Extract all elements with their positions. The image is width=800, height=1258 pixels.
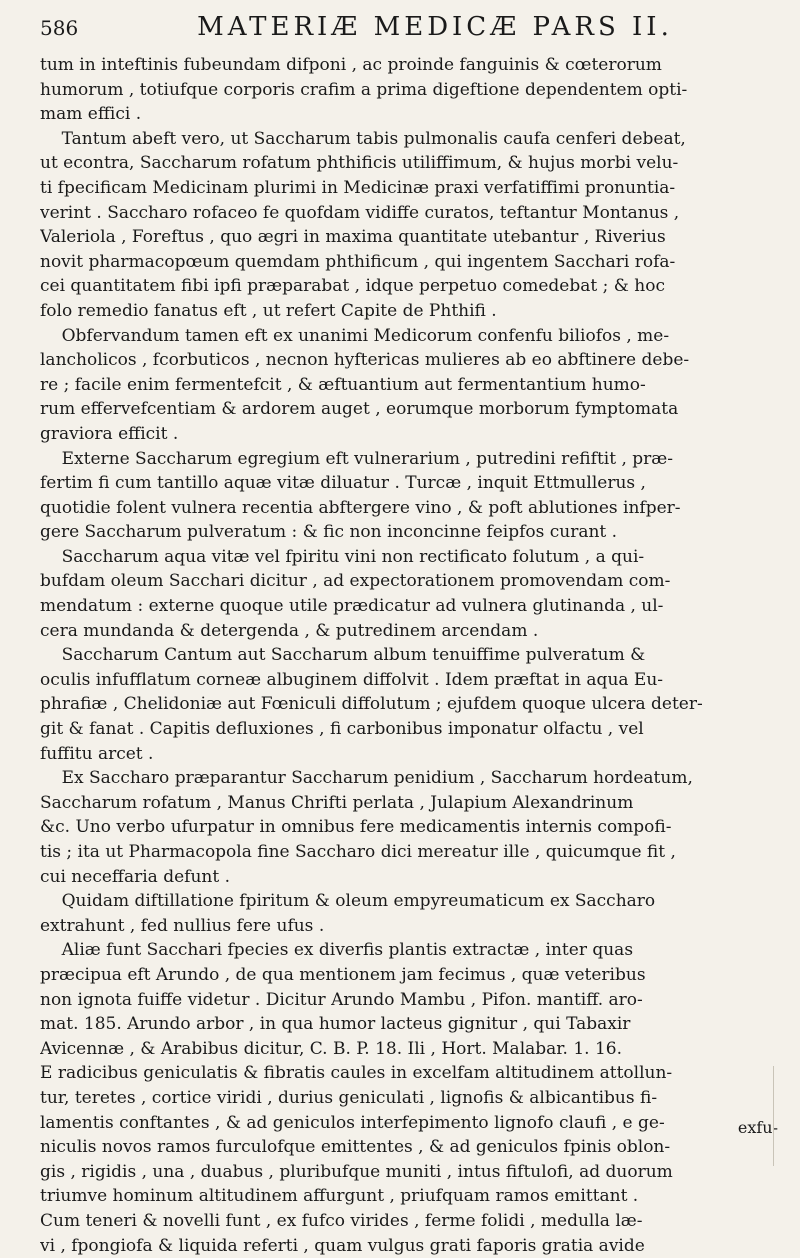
text-line: extrahunt , fed nullius fere ufus . — [40, 914, 770, 939]
text-line: rum effervefcentiam & ardorem auget , eorumque morborum fymptomata — [40, 397, 770, 422]
text-line: novit pharmacopœum quemdam phthificum , qui ingentem Sacchari rofa- — [40, 250, 770, 275]
text-line: cui neceffaria defunt . — [40, 865, 770, 890]
text-line: Saccharum Cantum aut Saccharum album tenuiffime pulveratum & — [40, 643, 770, 668]
text-line: vi , fpongiofa & liquida referti , quam vulgus grati faporis gratia avide — [40, 1234, 770, 1258]
page-number: 586 — [40, 16, 90, 40]
running-title: MATERIÆ MEDICÆ PARS II. — [90, 12, 780, 42]
text-line: ut econtra, Saccharum rofatum phthificis utiliffimum, & hujus morbi velu- — [40, 151, 770, 176]
body-text — [40, 53, 770, 1258]
page-edge — [773, 1066, 792, 1166]
text-line: verint . Saccharo rofaceo fe quofdam vidiffe curatos, teftantur Montanus , — [40, 201, 770, 226]
text-line: oculis infufflatum corneæ albuginem diffolvit . Idem præftat in aqua Eu- — [40, 668, 770, 693]
running-head — [40, 12, 780, 52]
text-line: graviora efficit . — [40, 422, 770, 447]
text-line: cei quantitatem fibi ipfi præparabat , idque perpetuo comedebat ; & hoc — [40, 274, 770, 299]
text-line: git & fanat . Capitis defluxiones , fi carbonibus imponatur olfactu , vel — [40, 717, 770, 742]
text-line: Ex Saccharo præparantur Saccharum penidium , Saccharum hordeatum, — [40, 766, 770, 791]
text-line: non ignota fuiffe videtur . Dicitur Arundo Mambu , Pifon. mantiff. aro- — [40, 988, 770, 1013]
text-line: præcipua eft Arundo , de qua mentionem jam fecimus , quæ veteribus — [40, 963, 770, 988]
text-line: lancholicos , fcorbuticos , necnon hyftericas mulieres ab eo abftinere debe- — [40, 348, 770, 373]
text-line: gis , rigidis , una , duabus , pluribufque muniti , intus fiftulofi, ad duorum — [40, 1160, 770, 1185]
text-line: Saccharum rofatum , Manus Chrifti perlata , Julapium Alexandrinum — [40, 791, 770, 816]
text-line: Saccharum aqua vitæ vel fpiritu vini non rectificato folutum , a qui- — [40, 545, 770, 570]
text-line: ti fpecificam Medicinam plurimi in Medicinæ praxi verfatiffimi pronuntia- — [40, 176, 770, 201]
text-line: phrafiæ , Chelidoniæ aut Fœniculi diffolutum ; ejufdem quoque ulcera deter- — [40, 692, 770, 717]
text-line: mendatum : externe quoque utile prædicatur ad vulnera glutinanda , ul- — [40, 594, 770, 619]
text-line: Valeriola , Foreftus , quo ægri in maxima quantitate utebantur , Riverius — [40, 225, 770, 250]
text-line: E radicibus geniculatis & fibratis caules in excelfam altitudinem attollun- — [40, 1061, 770, 1086]
text-line: Quidam diftillatione fpiritum & oleum empyreumaticum ex Saccharo — [40, 889, 770, 914]
text-line: gere Saccharum pulveratum : & fic non inconcinne feipfos curant . — [40, 520, 770, 545]
text-line: tur, teretes , cortice viridi , durius geniculati , lignofis & albicantibus fi- — [40, 1086, 770, 1111]
catchword: exfu- — [738, 1118, 778, 1137]
text-line: re ; facile enim fermentefcit , & æftuantium aut fermentantium humo- — [40, 373, 770, 398]
text-line: fuffitu arcet . — [40, 742, 770, 767]
text-line: Cum teneri & novelli funt , ex fufco virides , ferme folidi , medulla læ- — [40, 1209, 770, 1234]
text-line: bufdam oleum Sacchari dicitur , ad expectorationem promovendam com- — [40, 569, 770, 594]
text-line: cera mundanda & detergenda , & putredinem arcendam . — [40, 619, 770, 644]
text-line: humorum , totiufque corporis crafim a prima digeftione dependentem opti- — [40, 78, 770, 103]
text-line: Externe Saccharum egregium eft vulnerarium , putredini refiftit , præ- — [40, 447, 770, 472]
text-line: Obfervandum tamen eft ex unanimi Medicorum confenfu biliofos , me- — [40, 324, 770, 349]
text-line: folo remedio fanatus eft , ut refert Capite de Phthifi . — [40, 299, 770, 324]
text-line: mat. 185. Arundo arbor , in qua humor lacteus gignitur , qui Tabaxir — [40, 1012, 770, 1037]
text-line: triumve hominum altitudinem affurgunt , priufquam ramos emittant . — [40, 1184, 770, 1209]
text-line: fertim fi cum tantillo aquæ vitæ diluatur . Turcæ , inquit Ettmullerus , — [40, 471, 770, 496]
text-line: Avicennæ , & Arabibus dicitur, C. B. P. 18. Ili , Hort. Malabar. 1. 16. — [40, 1037, 770, 1062]
text-line: niculis novos ramos furculofque emittentes , & ad geniculos fpinis oblon- — [40, 1135, 770, 1160]
text-line: quotidie folent vulnera recentia abftergere vino , & poft ablutiones infper- — [40, 496, 770, 521]
text-line: Tantum abeft vero, ut Saccharum tabis pulmonalis caufa cenferi debeat, — [40, 127, 770, 152]
text-line: lamentis conftantes , & ad geniculos interfepimento lignofo claufi , e ge- — [40, 1111, 770, 1136]
text-line: Aliæ funt Sacchari fpecies ex diverfis plantis extractæ , inter quas — [40, 938, 770, 963]
text-line: mam effici . — [40, 102, 770, 127]
text-line: tis ; ita ut Pharmacopola fine Saccharo dici mereatur ille , quicumque fit , — [40, 840, 770, 865]
text-line: &c. Uno verbo ufurpatur in omnibus fere medicamentis internis compofi- — [40, 815, 770, 840]
text-line: tum in inteftinis fubeundam difponi , ac proinde fanguinis & cœterorum — [40, 53, 770, 78]
